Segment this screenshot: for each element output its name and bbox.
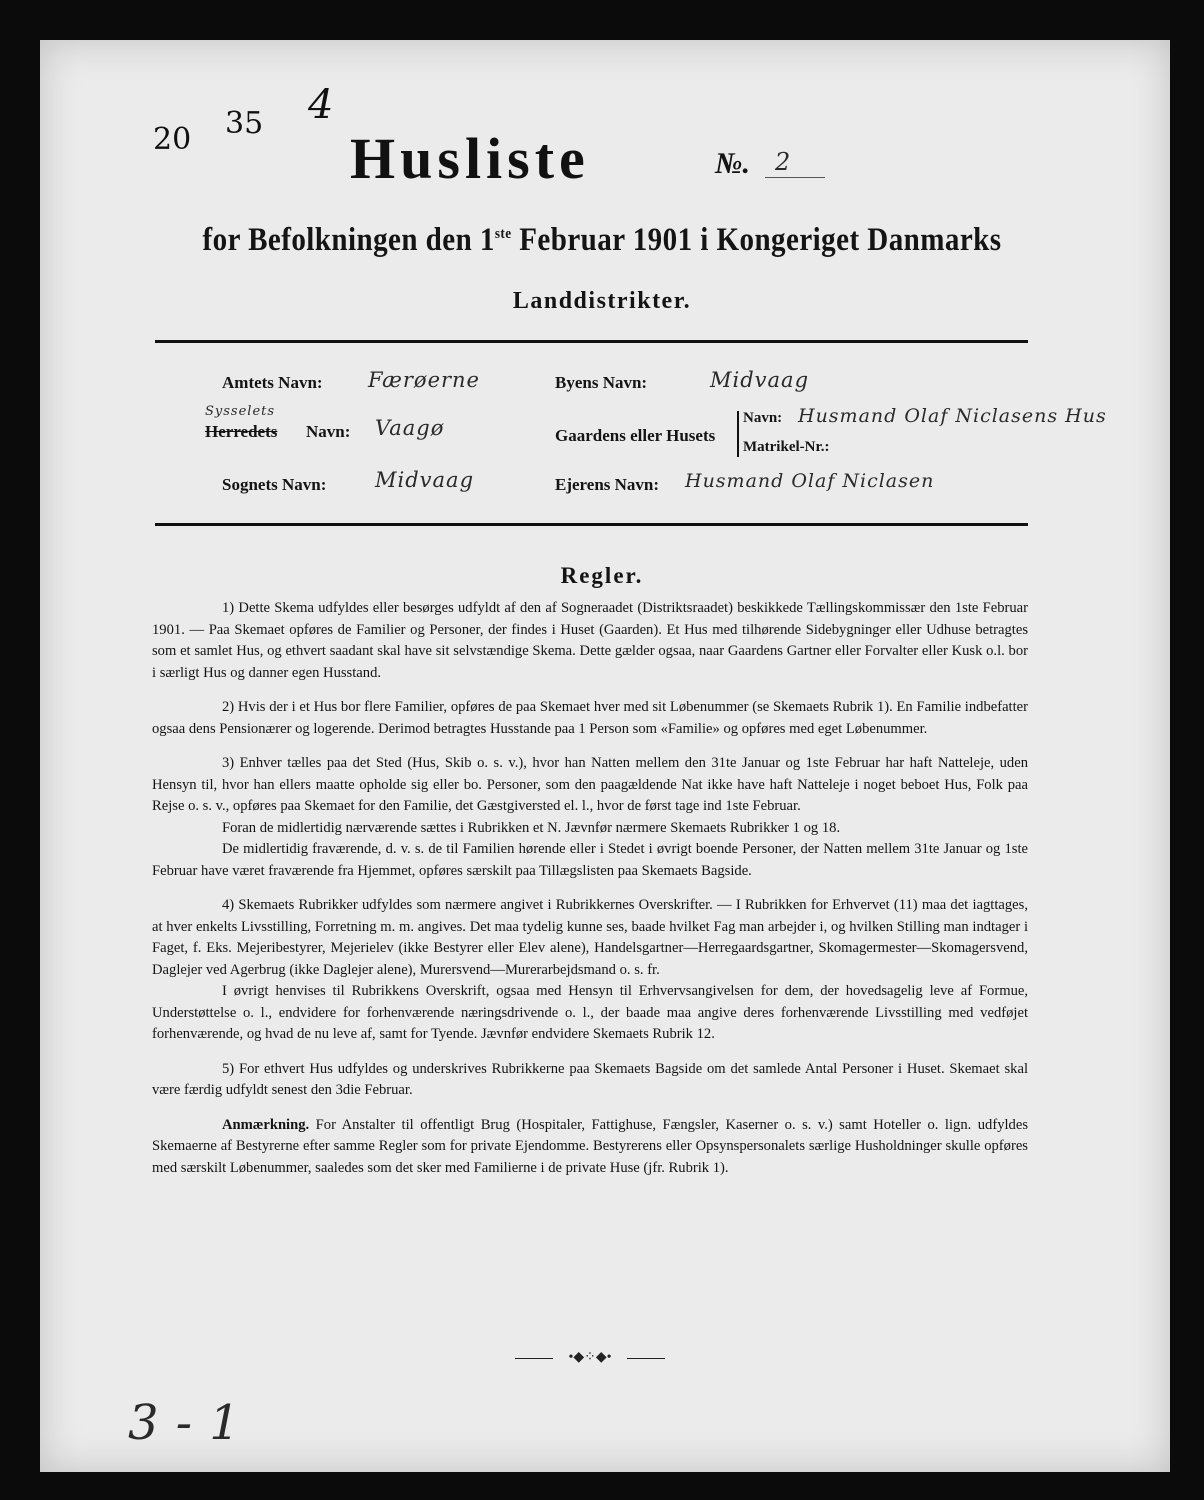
form-number-label: №.: [715, 147, 750, 180]
subtitle-before: for Befolkningen den 1: [202, 222, 495, 258]
rule-paragraph: 4) Skemaets Rubrikker udfyldes som nærmere angivet i Rubrikkernes Overskrifter. — I Rubrikken for Erhvervet (11) maa det iagttages, at hver enkelts Livsstilling, Forretning m. m. angives. Det maa tydelig kunne ses, baade hvilket Fag man arbejder i, og hvilken Stilling man indtager i Faget, f. Eks. Mejeribestyrer, Mejerielev (ikke Bestyrer eller Elev alene), Handelsgartner—Herregaardsgartner, Skomagermester—Skomagersvend, Daglejer ved Agerbrug (ikke Daglejer alene), Murersvend—Murerarbejdsmand o. s. fr.: [152, 897, 1028, 978]
rule-paragraph: 2) Hvis der i et Hus bor flere Familier, opføres de paa Skemaet hver med sit Løbenummer (se Skemaets Rubrik 1). En Familie indbefatter ogsaa dens Pensionærer og logerende. Derimod betragtes Husstande paa 1 Person som «Familie» og opføres med eget Løbenummer.: [152, 699, 1028, 737]
gaard-label: Gaardens eller Husets: [555, 426, 716, 445]
rule-paragraph: De midlertidig fraværende, d. v. s. de til Familien hørende eller i Stedet i øvrigt boende Personer, der Natten mellem 31te Januar og 1ste Februar have været fraværende fra Hjemmet, opføres særskilt paa Tillægslisten paa Skemaets Bagside.: [152, 841, 1028, 879]
form-subtitle: [72, 222, 1132, 259]
rule-paragraph: 1) Dette Skema udfyldes eller besørges udfyldt af den af Sogneraadet (Distriktsraadet) beskikkede Tællingskommissær den 1ste Februar 1901. — Paa Skemaet opføres de Familier og Personer, der findes i Huset (Gaarden). Et Hus med tilhørende Sidebygninger eller Udhuse betragtes som et samlet Hus, og ethvert saadant skal have sit selvstændige Skema. Dette gælder ogsaa, naar Gaardens Gartner eller Forvalter eller Kusk o.l. bor i særligt Hus og danner egen Husstand.: [152, 600, 1028, 681]
form-title: Husliste: [350, 126, 590, 191]
matrikel-label: Matrikel-Nr.:: [743, 439, 830, 455]
rules-heading: Regler.: [560, 563, 644, 588]
note-paragraph: [152, 1115, 1028, 1180]
gaard-brace: [737, 411, 739, 457]
rule-paragraph: 3) Enhver tælles paa det Sted (Hus, Skib o. s. v.), hvor han Natten mellem den 31te Januar og 1ste Februar har haft Natteleje, uden Hensyn til, hvor han ellers maatte opholde sig eller bo. Personer, som den paagældende Nat ikke have haft Natteleje i noget beboet Hus, Folk paa Rejse o. s. v., opføres paa Skemaet for den Familie, det Gæstgiversted el. l., hvor de først tage ind 1ste Februar.: [152, 755, 1028, 814]
by-value: Midvaag: [710, 368, 810, 392]
rule-paragraph: Foran de midlertidig nærværende sættes i Rubrikken et N. Jævnfør nærmere Skemaets Rubrikker 1 og 18.: [222, 819, 841, 836]
stamp-number-right: 35: [225, 106, 264, 141]
subtitle-ordinal: ste: [494, 226, 512, 242]
form-number-value: 2: [775, 148, 792, 176]
rules-body: [152, 598, 1028, 1192]
subtitle-after: Februar 1901 i Kongeriget Danmarks: [511, 222, 1002, 258]
amt-value: Færøerne: [368, 368, 480, 392]
gaard-navn-value: Husmand Olaf Niclasens Hus: [798, 405, 1107, 427]
note-label: Anmærkning.: [222, 1116, 310, 1133]
gaard-navn-label: Navn:: [743, 410, 783, 426]
ejer-label: Ejerens Navn:: [555, 475, 660, 494]
bottom-divider: [155, 523, 1028, 526]
district-heading: Landdistrikter.: [512, 288, 692, 314]
herred-label-struck: Herredets: [205, 422, 278, 441]
stamp-number-left: 20: [153, 122, 192, 157]
ejer-value: Husmand Olaf Niclasen: [685, 470, 935, 492]
rule-paragraph: I øvrigt henvises til Rubrikkens Overskrift, ogsaa med Hensyn til Erhvervsangivelsen for dem, der hovedsagelig leve af Formue, Understøttelse o. l., endvidere for forhenværende næringsdrivende o. l., der baade maa angive deres forhenværende Livsstilling med vedføjet forhenværende, og hvad de nu leve af, samt for Tyende. Jævnfør endvidere Skemaets Rubrik 12.: [152, 983, 1028, 1042]
sogn-value: Midvaag: [375, 468, 475, 492]
handwritten-stamp-mark: 4: [308, 82, 335, 128]
by-label: Byens Navn:: [555, 373, 648, 392]
form-number-line: [765, 177, 825, 178]
top-divider: [155, 340, 1028, 343]
herred-label-written: Sysselets: [205, 404, 276, 419]
herred-label-suffix: Navn:: [306, 422, 351, 441]
rule-paragraph: 5) For ethvert Hus udfyldes og underskrives Rubrikkerne paa Skemaets Bagside om det samlede Antal Personer i Huset. Skemaet skal være færdig udfyldt senest den 3die Februar.: [152, 1060, 1028, 1098]
closing-ornament: •◆⁘◆•: [515, 1349, 665, 1366]
note-text: For Anstalter til offentligt Brug (Hospitaler, Fattighuse, Fængsler, Kaserner o. s. v.) samt Hoteller o. lign. udfyldes Skemaerne af Bestyrerne efter samme Regler som for private Ejendomme. Bestyrerens eller Opsynspersonalets særlige Husholdninger skulle opføres med særskilt Løbenummer, saaledes som det sker med Familierne i de private Huse (jfr. Rubrik 1).: [152, 1116, 1028, 1176]
herred-value: Vaagø: [375, 416, 445, 440]
handwritten-corner-note: 3 - 1: [128, 1395, 241, 1451]
amt-label: Amtets Navn:: [222, 373, 323, 392]
sogn-label: Sognets Navn:: [222, 475, 327, 494]
